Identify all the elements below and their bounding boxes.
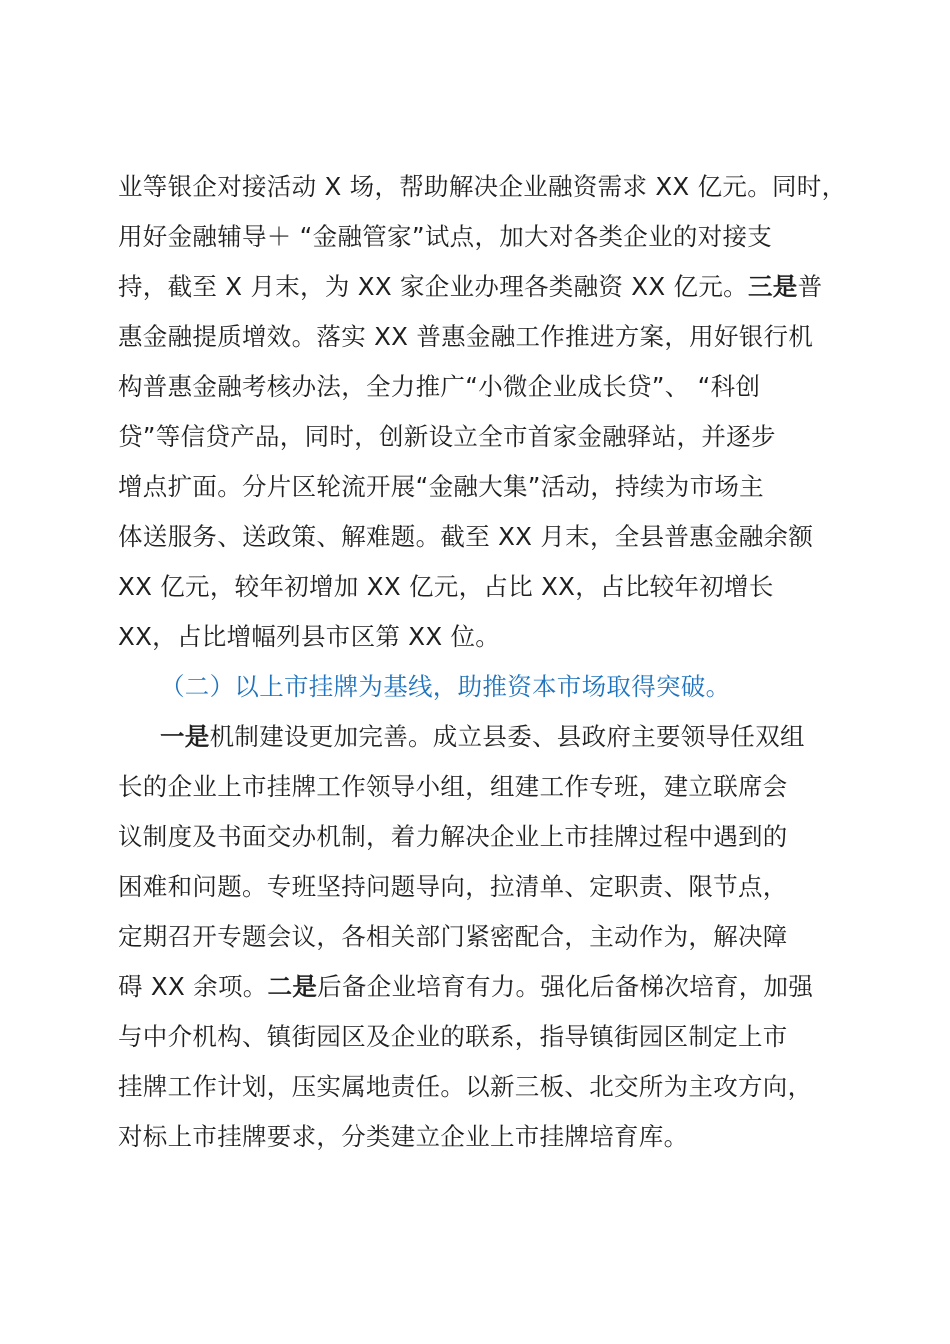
paragraph-line: 对标上市挂牌要求，分类建立企业上市挂牌培育库。 bbox=[118, 1122, 689, 1151]
paragraph-line: 体送服务、送政策、解难题。截至 XX 月末，全县普惠金融余额 bbox=[118, 522, 814, 551]
paragraph-text: 持，截至 X 月末，为 XX 家企业办理各类融资 XX 亿元。 bbox=[118, 272, 748, 301]
paragraph-line: XX，占比增幅列县市区第 XX 位。 bbox=[118, 622, 501, 651]
bold-lead-text: 一是 bbox=[160, 722, 210, 751]
paragraph-line: 增点扩面。分片区轮流开展“金融大集”活动，持续为市场主 bbox=[118, 472, 764, 501]
paragraph-text: 碍 XX 余项。 bbox=[118, 972, 268, 1001]
paragraph-line bbox=[160, 720, 805, 754]
paragraph-line: 与中介机构、镇街园区及企业的联系，指导镇街园区制定上市 bbox=[118, 1022, 788, 1051]
bold-lead-text: 二是 bbox=[267, 972, 318, 1001]
paragraph-line: 构普惠金融考核办法，全力推广“小微企业成长贷”、 “科创 bbox=[118, 372, 761, 401]
paragraph-text: 普 bbox=[797, 272, 823, 301]
bold-lead-text: 三是 bbox=[747, 272, 798, 301]
paragraph-line: 用好金融辅导＋ “金融管家”试点，加大对各类企业的对接支 bbox=[118, 222, 773, 251]
paragraph-line: XX 亿元，较年初增加 XX 亿元，占比 XX，占比较年初增长 bbox=[118, 572, 774, 601]
paragraph-line: 惠金融提质增效。落实 XX 普惠金融工作推进方案，用好银行机 bbox=[118, 322, 814, 351]
paragraph-line bbox=[118, 970, 813, 1004]
paragraph-line bbox=[118, 270, 822, 304]
paragraph-line: 业等银企对接活动 X 场，帮助解决企业融资需求 XX 亿元。同时， bbox=[118, 172, 847, 201]
paragraph-line: 长的企业上市挂牌工作领导小组，组建工作专班，建立联席会 bbox=[118, 772, 788, 801]
paragraph-line: 困难和问题。专班坚持问题导向，拉清单、定职责、限节点， bbox=[118, 872, 788, 901]
paragraph-line: 挂牌工作计划，压实属地责任。以新三板、北交所为主攻方向， bbox=[118, 1072, 813, 1101]
paragraph-line: 定期召开专题会议，各相关部门紧密配合，主动作为，解决障 bbox=[118, 922, 788, 951]
paragraph-line: 贷”等信贷产品，同时，创新设立全市首家金融驿站，并逐步 bbox=[118, 422, 776, 451]
paragraph-line: 议制度及书面交办机制，着力解决企业上市挂牌过程中遇到的 bbox=[118, 822, 788, 851]
paragraph-text: 机制建设更加完善。成立县委、县政府主要领导任双组 bbox=[209, 722, 805, 751]
paragraph-text: 后备企业培育有力。强化后备梯次培育，加强 bbox=[317, 972, 814, 1001]
section-heading: （二）以上市挂牌为基线，助推资本市场取得突破。 bbox=[160, 672, 731, 701]
